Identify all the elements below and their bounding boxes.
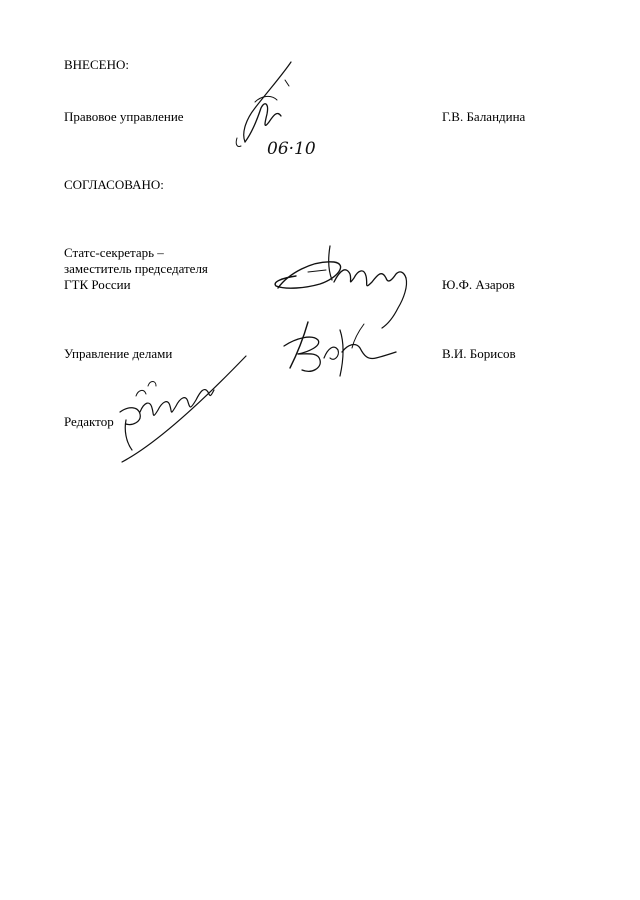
introduced-heading: ВНЕСЕНО: bbox=[64, 57, 129, 72]
signature-editor bbox=[112, 350, 252, 470]
editor-label: Редактор bbox=[64, 414, 114, 429]
signature-azarov bbox=[268, 236, 428, 331]
introduced-org: Правовое управление bbox=[64, 109, 184, 124]
signature-borisov bbox=[278, 318, 398, 380]
introduced-name: Г.В. Баландина bbox=[442, 109, 526, 124]
signature-balandina bbox=[225, 60, 335, 160]
approved-heading: СОГЛАСОВАНО: bbox=[64, 177, 164, 192]
approval-position-borisov: Управление делами bbox=[64, 346, 173, 361]
approval-position-azarov bbox=[64, 245, 208, 293]
approval-name-azarov: Ю.Ф. Азаров bbox=[442, 277, 515, 292]
handwritten-date: 06·10 bbox=[267, 139, 316, 159]
position-line: Статс-секретарь – bbox=[64, 245, 164, 260]
position-line: заместитель председателя bbox=[64, 261, 208, 276]
position-line: ГТК России bbox=[64, 277, 131, 292]
approval-name-borisov: В.И. Борисов bbox=[442, 346, 516, 361]
